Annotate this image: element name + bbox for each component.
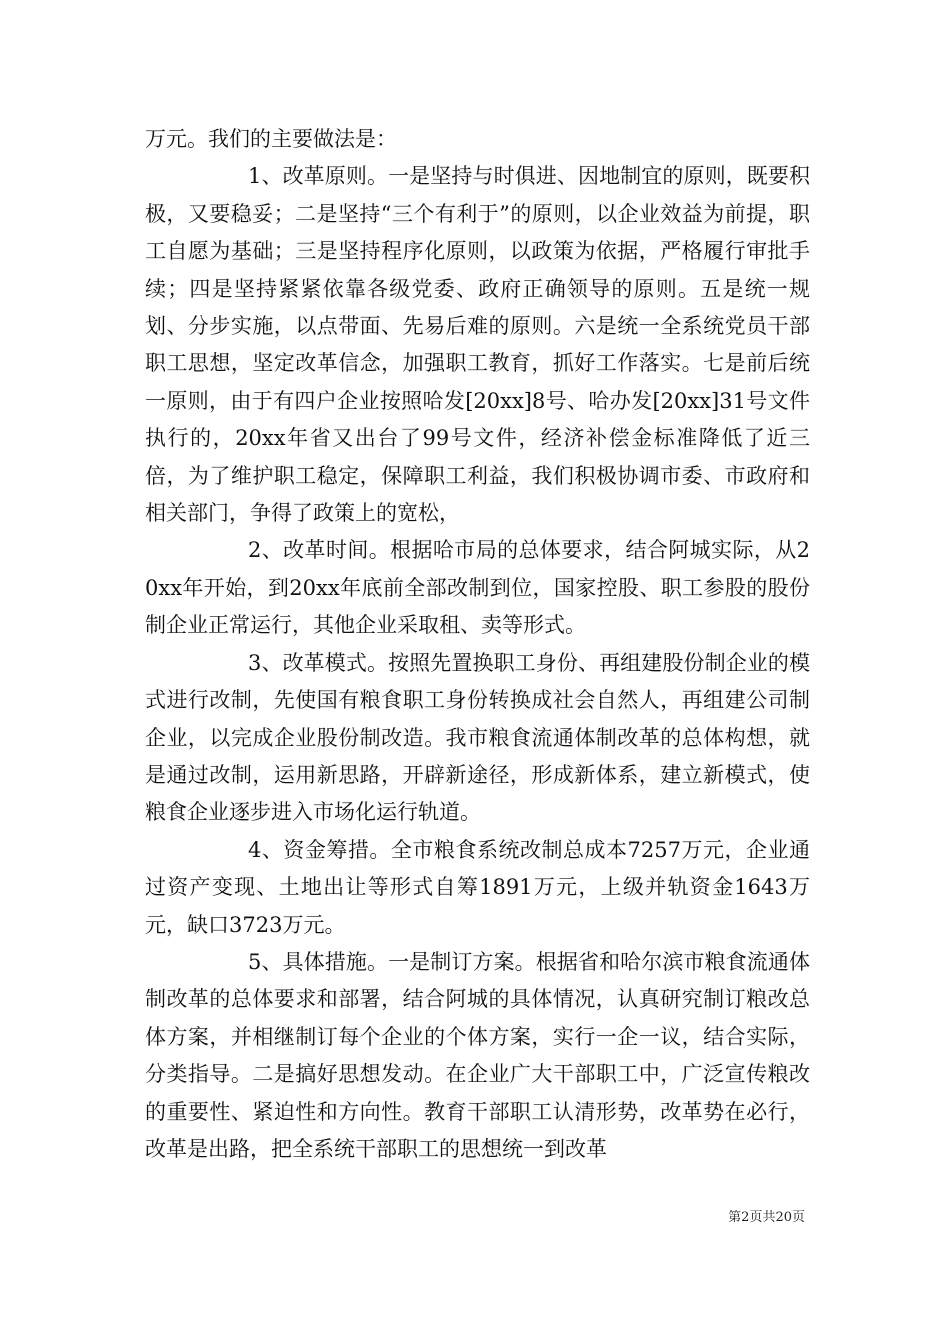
paragraph-measures: 5、具体措施。一是制订方案。根据省和哈尔滨市粮食流通体制改革的总体要求和部署，结合阿城的具体情况，认真研究制订粮改总体方案，并相继制订每个企业的个体方案，实行一企一议，结合实际，分类指导。二是搞好思想发动。在企业广大干部职工中，广泛宣传粮改的重要性、紧迫性和方向性。教育干部职工认清形势，改革势在必行，改革是出路，把全系统干部职工的思想统一到改革 — [145, 949, 810, 1161]
paragraph-timeline: 2、改革时间。根据哈市局的总体要求，结合阿城实际，从20xx年开始，到20xx年底前全部改制到位，国家控股、职工参股的股份制企业正常运行，其他企业采取租、卖等形式。 — [145, 538, 810, 638]
paragraph-intro: 万元。我们的主要做法是： — [145, 127, 397, 151]
paragraph-funding: 4、资金筹措。全市粮食系统改制总成本7257万元，企业通过资产变现、土地出让等形式自筹1891万元，上级并轨资金1643万元，缺口3723万元。 — [145, 837, 810, 937]
page-number-footer: 第2页共20页 — [728, 1210, 805, 1225]
body-text — [145, 121, 810, 1168]
paragraph-principles: 1、改革原则。一是坚持与时俱进、因地制宜的原则，既要积极，又要稳妥；二是坚持“三个有利于”的原则，以企业效益为前提，职工自愿为基础；三是坚持程序化原则，以政策为依据，严格履行审批手续；四是坚持紧紧依靠各级党委、政府正确领导的原则。五是统一规划、分步实施，以点带面、先易后难的原则。六是统一全系统党员干部职工思想，坚定改革信念，加强职工教育，抓好工作落实。七是前后统一原则，由于有四户企业按照哈发[20xx]8号、哈办发[20xx]31号文件执行的，20xx年省又出台了99号文件，经济补偿金标准降低了近三倍，为了维护职工稳定，保障职工利益，我们积极协调市委、市政府和相关部门，争得了政策上的宽松， — [145, 164, 810, 526]
paragraph-model: 3、改革模式。按照先置换职工身份、再组建股份制企业的模式进行改制，先使国有粮食职工身份转换成社会自然人，再组建公司制企业，以完成企业股份制改造。我市粮食流通体制改革的总体构想，就是通过改制，运用新思路，开辟新途径，形成新体系，建立新模式，使粮食企业逐步进入市场化运行轨道。 — [145, 650, 810, 825]
